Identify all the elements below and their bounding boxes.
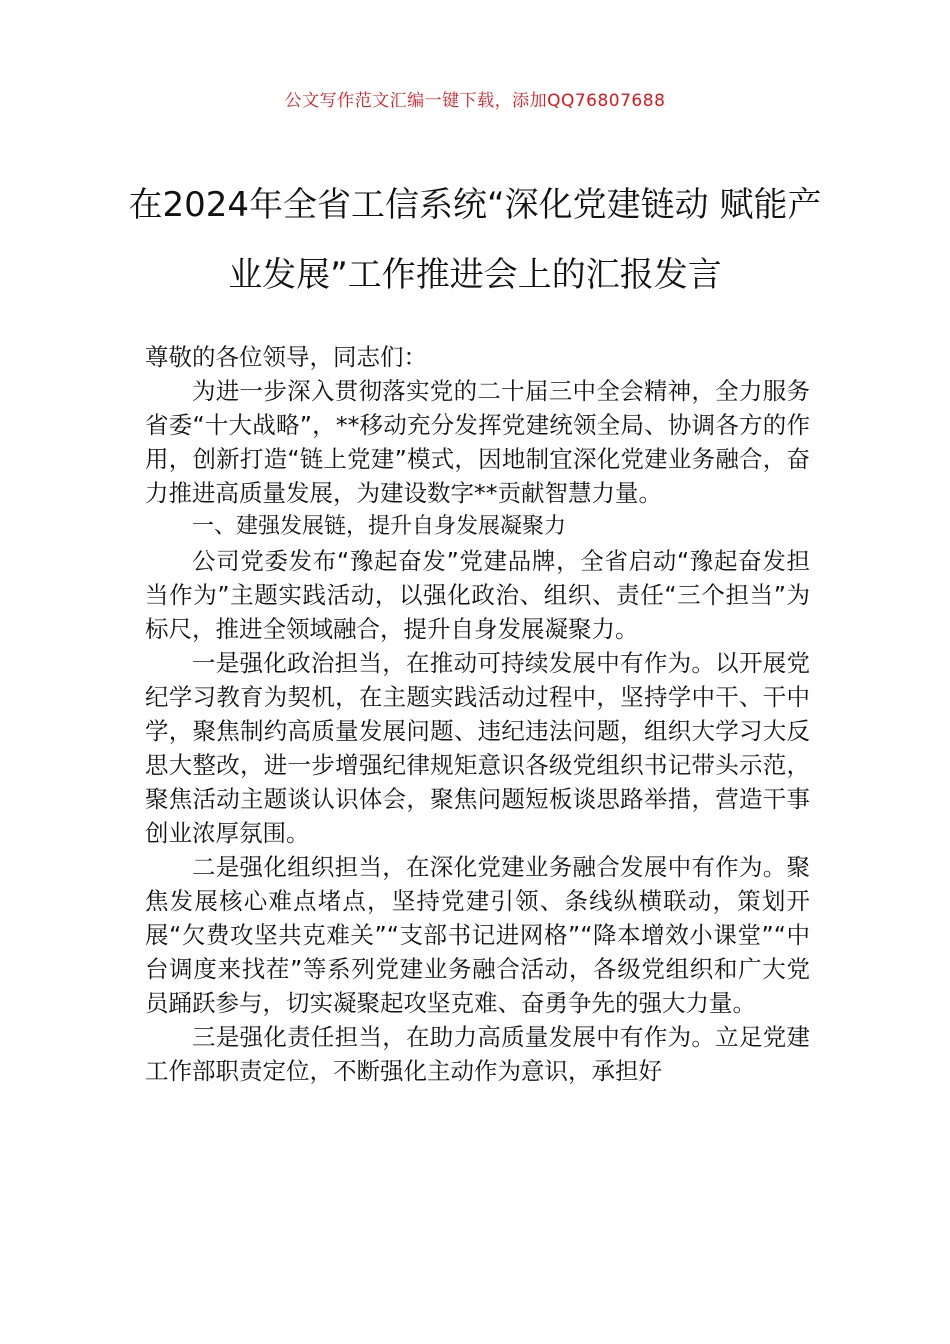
paragraph-point-3: 三是强化责任担当，在助力高质量发展中有作为。立足党建工作部职责定位，不断强化主动作为意识，承担好 — [145, 1023, 810, 1085]
paragraph-intro: 为进一步深入贯彻落实党的二十届三中全会精神，全力服务省委“十大战略”，**移动充分发挥党建统领全局、协调各方的作用，创新打造“链上党建”模式，因地制宜深化党建业务融合，奋力推进高质量发展，为建设数字**贡献智慧力量。 — [145, 377, 810, 507]
document-title: 在2024年全省工信系统“深化党建链动 赋能产业发展”工作推进会上的汇报发言 — [128, 185, 822, 295]
paragraph-point-2: 二是强化组织担当，在深化党建业务融合发展中有作为。聚焦发展核心难点堵点，坚持党建引领、条线纵横联动，策划开展“欠费攻坚共克难关”“支部书记进网格”“降本增效小课堂”“中台调度来找茬”等系列党建业务融合活动，各级党组织和广大党员踊跃参与，切实凝聚起攻坚克难、奋勇争先的强大力量。 — [145, 853, 810, 1017]
section-heading-1: 一、建强发展链，提升自身发展凝聚力 — [192, 514, 567, 539]
download-banner[interactable]: 公文写作范文汇编一键下载，添加QQ76807688 — [284, 91, 666, 111]
salutation: 尊敬的各位领导，同志们： — [145, 343, 427, 371]
paragraph-point-1: 一是强化政治担当，在推动可持续发展中有作为。以开展党纪学习教育为契机，在主题实践活动过程中，坚持学中干、干中学，聚焦制约高质量发展问题、违纪违法问题，组织大学习大反思大整改，进一步增强纪律规矩意识各级党组织书记带头示范，聚焦活动主题谈认识体会，聚焦问题短板谈思路举措，营造干事创业浓厚氛围。 — [145, 649, 810, 847]
paragraph-section-1: 公司党委发布“豫起奋发”党建品牌，全省启动“豫起奋发担当作为”主题实践活动，以强化政治、组织、责任“三个担当”为标尺，推进全领域融合，提升自身发展凝聚力。 — [145, 547, 810, 643]
document-body — [145, 340, 810, 1088]
